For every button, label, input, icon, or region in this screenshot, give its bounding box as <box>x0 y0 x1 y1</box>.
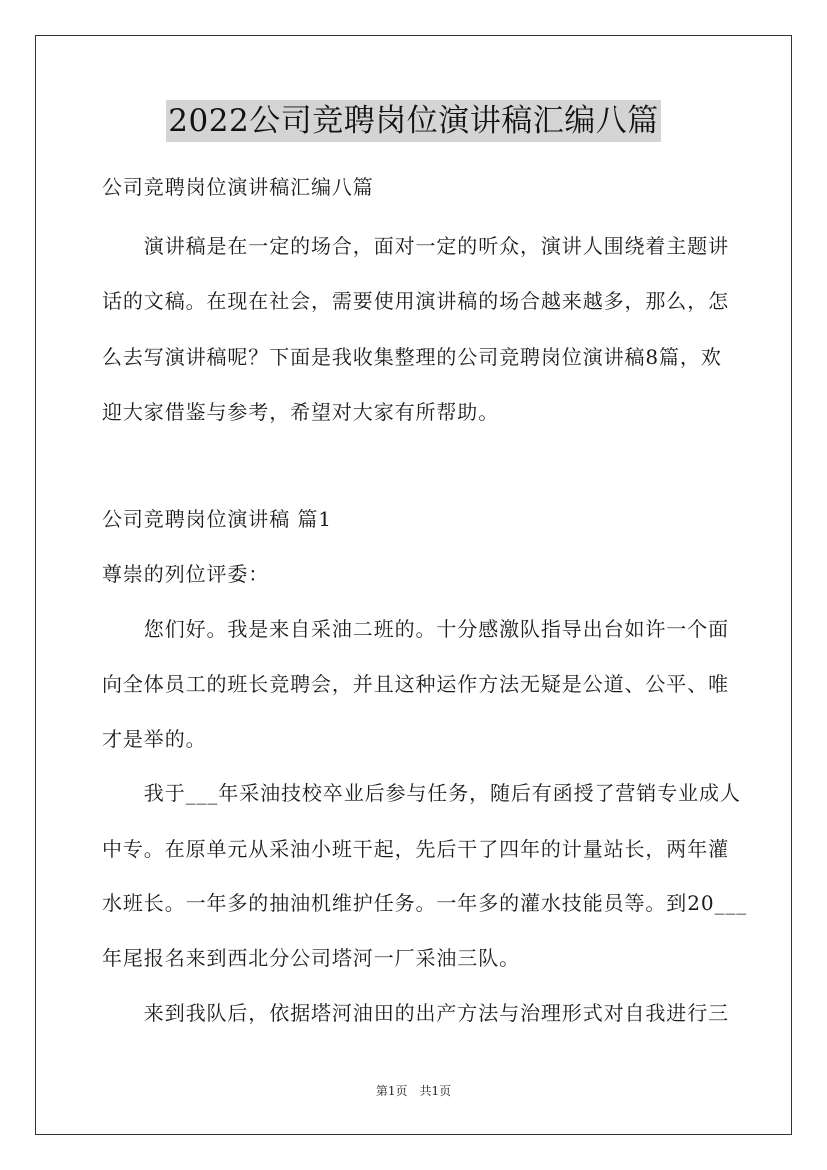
heading-line: 公司竞聘岗位演讲稿汇编八篇 <box>102 175 374 199</box>
paragraph-line: 来到我队后，依据塔河油田的出产方法与治理形式对自我进行三 <box>102 1001 729 1025</box>
paragraph-line: 么去写演讲稿呢？下面是我收集整理的公司竞聘岗位演讲稿8篇，欢 <box>102 345 722 369</box>
title-container <box>0 100 827 142</box>
page-footer: 第1页 共1页 <box>375 1084 452 1098</box>
document-title: 2022公司竞聘岗位演讲稿汇编八篇 <box>166 100 660 142</box>
paragraph-line: 向全体员工的班长竞聘会，并且这种运作方法无疑是公道、公平、唯 <box>102 672 729 696</box>
paragraph-line: 我于___年采油技校卒业后参与任务，随后有函授了营销专业成人 <box>102 781 741 805</box>
paragraph-line: 您们好。我是来自采油二班的。十分感激队指导出台如许一个面 <box>102 617 729 641</box>
paragraph-line: 迎大家借鉴与参考，希望对大家有所帮助。 <box>102 400 500 424</box>
paragraph-line: 年尾报名来到西北分公司塔河一厂采油三队。 <box>102 946 520 970</box>
paragraph-line: 中专。在原单元从采油小班干起，先后干了四年的计量站长，两年灌 <box>102 837 729 861</box>
paragraph-line: 演讲稿是在一定的场合，面对一定的听众，演讲人围绕着主题讲 <box>102 234 729 258</box>
section-heading: 公司竞聘岗位演讲稿 篇1 <box>102 507 332 531</box>
paragraph-line: 水班长。一年多的抽油机维护任务。一年多的灌水技能员等。到20___ <box>102 891 748 915</box>
salutation-line: 尊崇的列位评委： <box>102 562 270 586</box>
paragraph-line: 话的文稿。在现在社会，需要使用演讲稿的场合越来越多，那么，怎 <box>102 289 729 313</box>
paragraph-line: 才是举的。 <box>102 727 207 751</box>
